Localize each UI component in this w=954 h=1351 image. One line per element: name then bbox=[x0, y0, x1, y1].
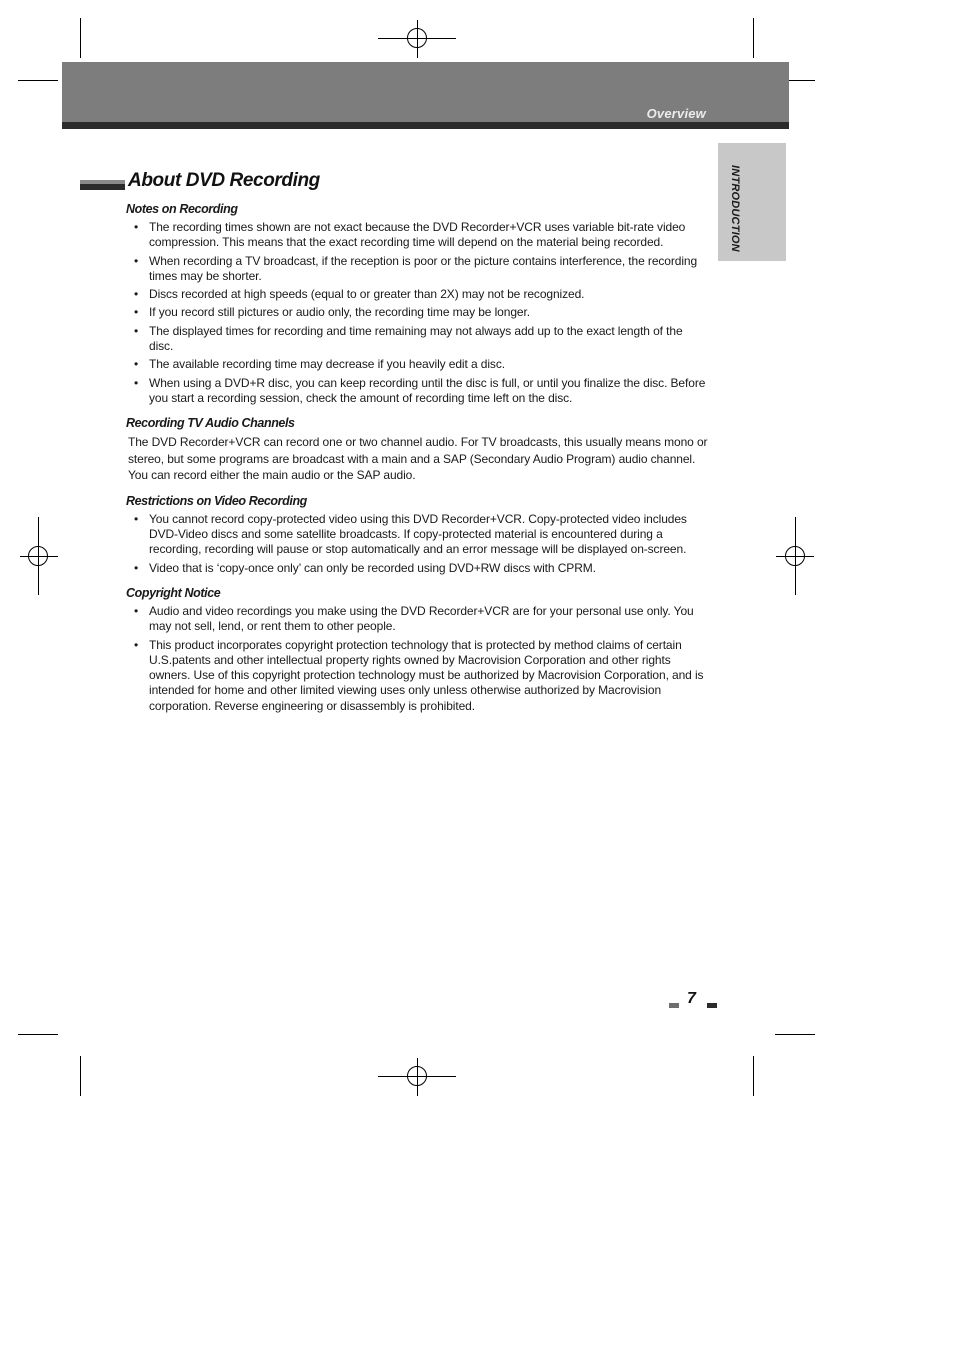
page-number-marker-right bbox=[707, 1003, 717, 1008]
section-copyright-notice bbox=[126, 586, 708, 714]
page-number: 7 bbox=[687, 990, 696, 1007]
crop-mark bbox=[80, 1056, 81, 1096]
crop-mark bbox=[775, 1034, 815, 1035]
list-item: • When recording a TV broadcast, if the reception is poor or the picture contains interference, the recording times may be shorter. bbox=[126, 254, 708, 285]
title-bar-decoration bbox=[80, 180, 125, 190]
main-content bbox=[126, 202, 708, 724]
list-item: • You cannot record copy-protected video using this DVD Recorder+VCR. Copy-protected video includes DVD-Video discs and some satellite broadcasts. If copy-protected material is encountered during a recording, recording will pause or stop automatically and an error message will be displayed on-screen. bbox=[126, 512, 708, 558]
crop-mark bbox=[18, 1034, 58, 1035]
list-item: • This product incorporates copyright protection technology that is protected by method claims of certain U.S.patents and other intellectual property rights owned by Macrovision Corporation and other rights owners. Use of this copyright protection technology must be authorized by Macrovision Corporation, and is intended for home and other limited viewing uses only unless otherwise authorized by Macrovision corporation. Reverse engineering or disassembly is prohibited. bbox=[126, 638, 708, 714]
crop-mark bbox=[753, 1056, 754, 1096]
section-heading: Copyright Notice bbox=[126, 585, 221, 600]
registration-circle bbox=[785, 546, 805, 566]
crop-mark bbox=[80, 18, 81, 58]
list-item: • Discs recorded at high speeds (equal to or greater than 2X) may not be recognized. bbox=[126, 287, 708, 302]
list-item: • The displayed times for recording and time remaining may not always add up to the exact length of the disc. bbox=[126, 324, 708, 355]
page-number-marker-left bbox=[669, 1003, 679, 1008]
bullet-list bbox=[126, 512, 708, 576]
crop-mark bbox=[753, 18, 754, 58]
header-section-title: Overview bbox=[646, 106, 706, 121]
list-item: • Video that is ‘copy-once only’ can only be recorded using DVD+RW discs with CPRM. bbox=[126, 561, 708, 576]
side-tab bbox=[718, 143, 786, 261]
section-restrictions-on-video bbox=[126, 494, 708, 576]
bullet-list bbox=[126, 220, 708, 406]
crop-mark bbox=[18, 80, 58, 81]
bullet-list bbox=[126, 604, 708, 714]
registration-circle bbox=[407, 28, 427, 48]
section-recording-tv-audio bbox=[126, 416, 708, 484]
section-notes-on-recording bbox=[126, 202, 708, 406]
side-tab-label: INTRODUCTION bbox=[729, 165, 741, 252]
header-rule bbox=[62, 122, 789, 129]
list-item: • If you record still pictures or audio only, the recording time may be longer. bbox=[126, 305, 708, 320]
registration-circle bbox=[407, 1066, 427, 1086]
list-item: • Audio and video recordings you make using the DVD Recorder+VCR are for your personal use only. You may not sell, lend, or rent them to other people. bbox=[126, 604, 708, 635]
section-heading: Restrictions on Video Recording bbox=[126, 493, 307, 508]
list-item: • When using a DVD+R disc, you can keep recording until the disc is full, or until you finalize the disc. Before you start a recording session, check the amount of recording time left on the disc. bbox=[126, 376, 708, 407]
paragraph: The DVD Recorder+VCR can record one or two channel audio. For TV broadcasts, this usually means mono or stereo, but some programs are broadcast with a main and a SAP (Secondary Audio Program) audio channel. You can record either the main audio or the SAP audio. bbox=[128, 435, 708, 483]
page-title: About DVD Recording bbox=[128, 170, 320, 191]
registration-circle bbox=[28, 546, 48, 566]
section-heading: Notes on Recording bbox=[126, 202, 238, 216]
list-item: • The available recording time may decrease if you heavily edit a disc. bbox=[126, 357, 708, 372]
list-item: • The recording times shown are not exact because the DVD Recorder+VCR uses variable bit-rate video compression. This means that the exact recording time will depend on the material being recorded. bbox=[126, 220, 708, 251]
section-heading: Recording TV Audio Channels bbox=[126, 416, 295, 431]
